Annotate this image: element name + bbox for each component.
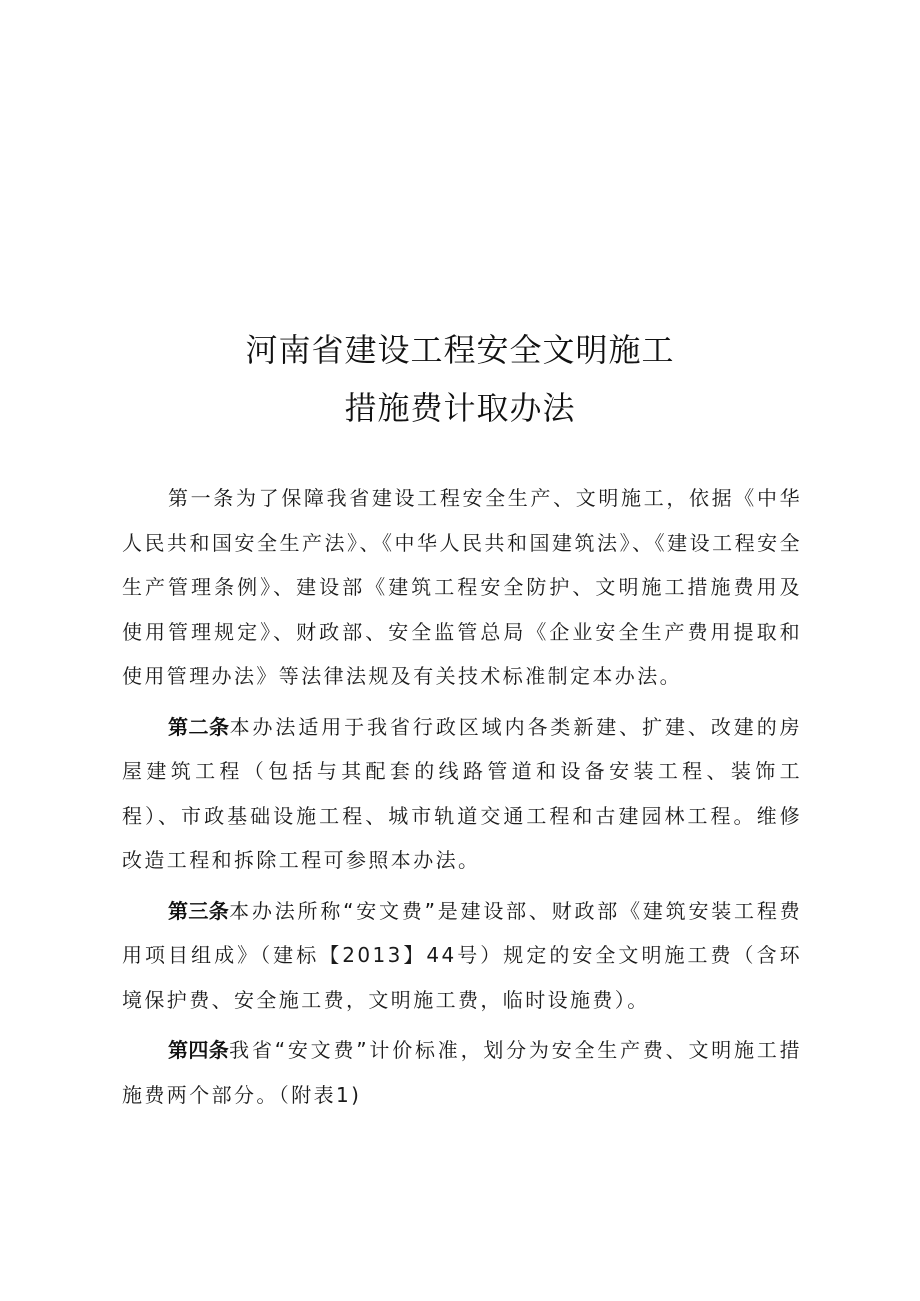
article-3-heading: 第三条 [168,898,230,923]
document-body [122,476,802,1123]
article-4-heading: 第四条 [168,1038,230,1062]
article-3-text: 本办法所称“安文费”是建设部、财政部《建筑安装工程费用项目组成》（建标【2013】44号）规定的安全文明施工费（含环境保护费、安全施工费，文明施工费，临时设施费）。 [122,898,803,1012]
article-4-text: 我省“安文费”计价标准，划分为安全生产费、文明施工措施费两个部分。（附表1) [122,1038,803,1107]
article-3 [122,889,802,1023]
article-1-heading: 第一条 [168,486,236,510]
article-2-heading: 第二条 [168,714,230,739]
article-1-text: 为了保障我省建设工程安全生产、文明施工，依据《中华人民共和国安全生产法》、《中华人民共和国建筑法》、《建设工程安全生产管理条例》、建设部《建筑工程安全防护、文明施工措施费用及使用管理规定》、财政部、安全监管总局《企业安全生产费用提取和使用管理办法》等法律法规及有关技术标准制定本办法。 [122,486,803,688]
article-4 [122,1028,802,1117]
article-1 [122,476,802,699]
article-2 [122,705,802,883]
document-title-line-1: 河南省建设工程安全文明施工 [245,331,675,369]
article-2-text: 本办法适用于我省行政区域内各类新建、扩建、改建的房屋建筑工程（包括与其配套的线路管道和设备安装工程、装饰工程）、市政基础设施工程、城市轨道交通工程和古建园林工程。维修改造工程和拆除工程可参照本办法。 [122,714,803,872]
document-title-line-2: 措施费计取办法 [344,389,576,427]
